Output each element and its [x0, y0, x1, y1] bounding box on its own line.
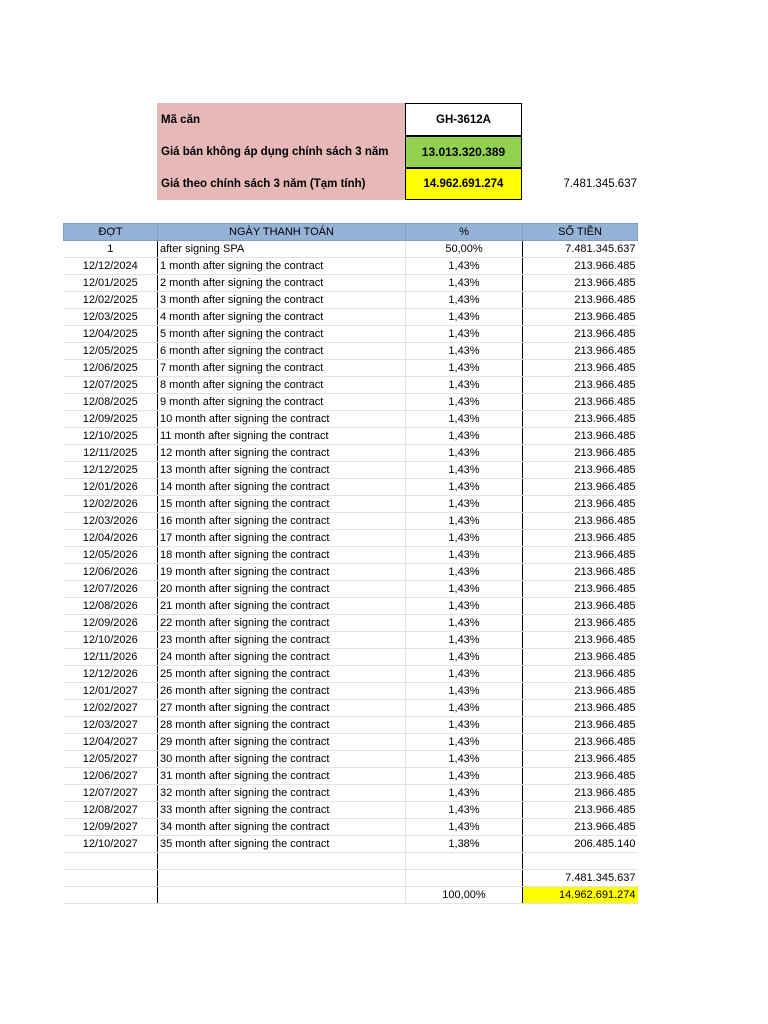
installment-cell[interactable]: 12/01/2026: [64, 479, 158, 496]
percent-cell[interactable]: 1,43%: [406, 666, 523, 683]
percent-cell[interactable]: 1,43%: [406, 717, 523, 734]
price-policy-label: Giá theo chính sách 3 năm (Tạm tính): [157, 168, 405, 200]
installment-cell[interactable]: 12/12/2024: [64, 258, 158, 275]
payment-date-cell[interactable]: 12 month after signing the contract: [158, 445, 406, 462]
payment-date-cell[interactable]: 1 month after signing the contract: [158, 258, 406, 275]
percent-cell[interactable]: 1,43%: [406, 309, 523, 326]
installment-cell[interactable]: 12/12/2025: [64, 462, 158, 479]
table-row: [64, 462, 638, 479]
subtotal-amount-cell[interactable]: 7.481.345.637: [523, 870, 638, 887]
percent-cell[interactable]: 1,43%: [406, 479, 523, 496]
installment-cell[interactable]: 12/11/2025: [64, 445, 158, 462]
table-row: [64, 496, 638, 513]
amount-cell[interactable]: 206.485.140: [523, 836, 638, 853]
payment-date-cell[interactable]: 25 month after signing the contract: [158, 666, 406, 683]
amount-cell[interactable]: 213.966.485: [523, 666, 638, 683]
table-row: [64, 751, 638, 768]
payment-date-cell[interactable]: 20 month after signing the contract: [158, 581, 406, 598]
column-header-installment[interactable]: ĐỢT: [64, 224, 158, 241]
amount-cell[interactable]: 213.966.485: [523, 683, 638, 700]
payment-date-cell[interactable]: 10 month after signing the contract: [158, 411, 406, 428]
table-row: [64, 292, 638, 309]
amount-cell[interactable]: 213.966.485: [523, 275, 638, 292]
percent-cell[interactable]: 1,43%: [406, 819, 523, 836]
price-no-policy-cell[interactable]: 13.013.320.389: [405, 136, 522, 168]
amount-cell[interactable]: 213.966.485: [523, 343, 638, 360]
amount-cell[interactable]: 213.966.485: [523, 581, 638, 598]
percent-cell[interactable]: 1,43%: [406, 258, 523, 275]
payment-date-cell[interactable]: 31 month after signing the contract: [158, 768, 406, 785]
amount-cell[interactable]: 213.966.485: [523, 445, 638, 462]
installment-cell[interactable]: 12/12/2026: [64, 666, 158, 683]
percent-cell[interactable]: 1,43%: [406, 547, 523, 564]
percent-cell[interactable]: 1,43%: [406, 462, 523, 479]
percent-cell[interactable]: 1,43%: [406, 377, 523, 394]
table-cell[interactable]: [158, 853, 406, 870]
installment-cell[interactable]: 12/05/2025: [64, 343, 158, 360]
installment-cell[interactable]: 12/09/2026: [64, 615, 158, 632]
table-row: [64, 649, 638, 666]
amount-cell[interactable]: 213.966.485: [523, 394, 638, 411]
percent-cell[interactable]: 1,43%: [406, 598, 523, 615]
installment-cell[interactable]: 12/10/2027: [64, 836, 158, 853]
payment-date-cell[interactable]: 9 month after signing the contract: [158, 394, 406, 411]
table-cell[interactable]: [64, 853, 158, 870]
column-header-amount[interactable]: SỐ TIỀN: [523, 224, 638, 241]
table-row: [64, 411, 638, 428]
installment-cell[interactable]: 12/01/2027: [64, 683, 158, 700]
payment-date-cell[interactable]: 29 month after signing the contract: [158, 734, 406, 751]
table-row: [64, 700, 638, 717]
percent-cell[interactable]: 1,43%: [406, 360, 523, 377]
installment-cell[interactable]: 12/10/2025: [64, 428, 158, 445]
installment-cell[interactable]: 12/06/2026: [64, 564, 158, 581]
table-row: [64, 802, 638, 819]
installment-cell[interactable]: 12/08/2025: [64, 394, 158, 411]
amount-cell[interactable]: 213.966.485: [523, 819, 638, 836]
payment-date-cell[interactable]: 7 month after signing the contract: [158, 360, 406, 377]
payment-date-cell[interactable]: 2 month after signing the contract: [158, 275, 406, 292]
table-row: [64, 785, 638, 802]
table-cell[interactable]: [406, 853, 523, 870]
installment-cell[interactable]: 12/07/2027: [64, 785, 158, 802]
installment-cell[interactable]: 12/02/2025: [64, 292, 158, 309]
payment-date-cell[interactable]: 8 month after signing the contract: [158, 377, 406, 394]
table-row: [64, 394, 638, 411]
table-row-subtotal: [64, 870, 638, 887]
amount-cell[interactable]: 213.966.485: [523, 411, 638, 428]
payment-schedule-table: [63, 223, 638, 904]
amount-cell[interactable]: 213.966.485: [523, 513, 638, 530]
price-policy-cell[interactable]: 14.962.691.274: [405, 168, 522, 200]
percent-cell[interactable]: 50,00%: [406, 241, 523, 258]
payment-date-cell[interactable]: after signing SPA: [158, 241, 406, 258]
unit-code-label: Mã căn: [157, 103, 405, 136]
payment-date-cell[interactable]: 26 month after signing the contract: [158, 683, 406, 700]
amount-cell[interactable]: 213.966.485: [523, 615, 638, 632]
installment-cell[interactable]: 12/09/2025: [64, 411, 158, 428]
payment-date-cell[interactable]: 17 month after signing the contract: [158, 530, 406, 547]
percent-cell[interactable]: 1,43%: [406, 411, 523, 428]
percent-cell[interactable]: 1,43%: [406, 734, 523, 751]
table-cell[interactable]: [406, 870, 523, 887]
payment-date-cell[interactable]: 18 month after signing the contract: [158, 547, 406, 564]
amount-cell[interactable]: 213.966.485: [523, 479, 638, 496]
amount-cell[interactable]: 213.966.485: [523, 530, 638, 547]
table-row: [64, 768, 638, 785]
payment-date-cell[interactable]: 34 month after signing the contract: [158, 819, 406, 836]
payment-date-cell[interactable]: 3 month after signing the contract: [158, 292, 406, 309]
installment-cell[interactable]: 12/05/2026: [64, 547, 158, 564]
amount-cell[interactable]: 213.966.485: [523, 734, 638, 751]
installment-cell[interactable]: 12/08/2026: [64, 598, 158, 615]
table-row: [64, 734, 638, 751]
table-cell[interactable]: [64, 870, 158, 887]
percent-cell[interactable]: 1,43%: [406, 615, 523, 632]
installment-cell[interactable]: 12/09/2027: [64, 819, 158, 836]
percent-cell[interactable]: 1,43%: [406, 649, 523, 666]
amount-cell[interactable]: 213.966.485: [523, 700, 638, 717]
table-row: [64, 683, 638, 700]
installment-cell[interactable]: 12/06/2025: [64, 360, 158, 377]
table-cell[interactable]: [158, 870, 406, 887]
amount-cell[interactable]: 213.966.485: [523, 717, 638, 734]
table-row: [64, 258, 638, 275]
percent-cell[interactable]: 1,43%: [406, 428, 523, 445]
percent-cell[interactable]: 1,43%: [406, 496, 523, 513]
table-body: [64, 241, 638, 853]
amount-cell[interactable]: 213.966.485: [523, 377, 638, 394]
table-row: [64, 632, 638, 649]
amount-cell[interactable]: 213.966.485: [523, 802, 638, 819]
payment-date-cell[interactable]: 19 month after signing the contract: [158, 564, 406, 581]
price-no-policy-label: Giá bán không áp dụng chính sách 3 năm: [157, 136, 405, 168]
percent-cell[interactable]: 1,43%: [406, 785, 523, 802]
amount-cell[interactable]: 7.481.345.637: [523, 241, 638, 258]
payment-date-cell[interactable]: 28 month after signing the contract: [158, 717, 406, 734]
installment-cell[interactable]: 12/05/2027: [64, 751, 158, 768]
percent-cell[interactable]: 1,43%: [406, 326, 523, 343]
amount-cell[interactable]: 213.966.485: [523, 360, 638, 377]
amount-cell[interactable]: 213.966.485: [523, 785, 638, 802]
payment-date-cell[interactable]: 22 month after signing the contract: [158, 615, 406, 632]
percent-cell[interactable]: 1,43%: [406, 275, 523, 292]
installment-cell[interactable]: 12/06/2027: [64, 768, 158, 785]
total-percent-cell[interactable]: 100,00%: [406, 887, 523, 904]
percent-cell[interactable]: 1,43%: [406, 394, 523, 411]
payment-date-cell[interactable]: 24 month after signing the contract: [158, 649, 406, 666]
amount-cell[interactable]: 213.966.485: [523, 751, 638, 768]
payment-date-cell[interactable]: 4 month after signing the contract: [158, 309, 406, 326]
amount-cell[interactable]: 213.966.485: [523, 598, 638, 615]
percent-cell[interactable]: 1,43%: [406, 513, 523, 530]
percent-cell[interactable]: 1,43%: [406, 564, 523, 581]
installment-cell[interactable]: 12/03/2027: [64, 717, 158, 734]
percent-cell[interactable]: 1,43%: [406, 343, 523, 360]
column-header-percent[interactable]: %: [406, 224, 523, 241]
payment-date-cell[interactable]: 14 month after signing the contract: [158, 479, 406, 496]
amount-cell[interactable]: 213.966.485: [523, 326, 638, 343]
payment-date-cell[interactable]: 35 month after signing the contract: [158, 836, 406, 853]
payment-date-cell[interactable]: 6 month after signing the contract: [158, 343, 406, 360]
percent-cell[interactable]: 1,43%: [406, 530, 523, 547]
payment-date-cell[interactable]: 30 month after signing the contract: [158, 751, 406, 768]
percent-cell[interactable]: 1,38%: [406, 836, 523, 853]
amount-cell[interactable]: 213.966.485: [523, 496, 638, 513]
table-row: [64, 479, 638, 496]
installment-cell[interactable]: 12/04/2026: [64, 530, 158, 547]
percent-cell[interactable]: 1,43%: [406, 700, 523, 717]
table-row: [64, 326, 638, 343]
percent-cell[interactable]: 1,43%: [406, 802, 523, 819]
table-row: [64, 530, 638, 547]
installment-cell[interactable]: 12/03/2025: [64, 309, 158, 326]
payment-date-cell[interactable]: 27 month after signing the contract: [158, 700, 406, 717]
installment-cell[interactable]: 12/02/2026: [64, 496, 158, 513]
payment-date-cell[interactable]: 15 month after signing the contract: [158, 496, 406, 513]
table-row: [64, 564, 638, 581]
summary-block: [0, 0, 768, 210]
amount-cell[interactable]: 213.966.485: [523, 768, 638, 785]
amount-cell[interactable]: 213.966.485: [523, 564, 638, 581]
installment-cell[interactable]: 12/11/2026: [64, 649, 158, 666]
installment-cell[interactable]: 12/04/2025: [64, 326, 158, 343]
installment-cell[interactable]: 12/01/2025: [64, 275, 158, 292]
amount-cell[interactable]: 213.966.485: [523, 462, 638, 479]
installment-cell[interactable]: 12/08/2027: [64, 802, 158, 819]
table-row: [64, 581, 638, 598]
installment-cell[interactable]: 1: [64, 241, 158, 258]
table-row: [64, 445, 638, 462]
table-row: [64, 547, 638, 564]
installment-cell[interactable]: 12/04/2027: [64, 734, 158, 751]
table-cell[interactable]: [64, 887, 158, 904]
table-row: [64, 513, 638, 530]
table-row: [64, 598, 638, 615]
column-header-payment-date[interactable]: NGÀY THANH TOÁN: [158, 224, 406, 241]
table-header-row: [64, 224, 638, 241]
table-row: [64, 343, 638, 360]
amount-cell[interactable]: 213.966.485: [523, 428, 638, 445]
amount-cell[interactable]: 213.966.485: [523, 258, 638, 275]
table-row: [64, 309, 638, 326]
percent-cell[interactable]: 1,43%: [406, 445, 523, 462]
percent-cell[interactable]: 1,43%: [406, 581, 523, 598]
table-row: [64, 428, 638, 445]
table-row: [64, 615, 638, 632]
payment-date-cell[interactable]: 11 month after signing the contract: [158, 428, 406, 445]
percent-cell[interactable]: 1,43%: [406, 632, 523, 649]
table-row-blank: [64, 853, 638, 870]
amount-cell[interactable]: 213.966.485: [523, 649, 638, 666]
price-policy-half-cell[interactable]: 7.481.345.637: [563, 178, 637, 190]
amount-cell[interactable]: 213.966.485: [523, 309, 638, 326]
percent-cell[interactable]: 1,43%: [406, 683, 523, 700]
payment-date-cell[interactable]: 16 month after signing the contract: [158, 513, 406, 530]
table-row: [64, 360, 638, 377]
total-amount-cell[interactable]: 14.962.691.274: [523, 887, 638, 904]
payment-date-cell[interactable]: 21 month after signing the contract: [158, 598, 406, 615]
percent-cell[interactable]: 1,43%: [406, 751, 523, 768]
table-row: [64, 377, 638, 394]
table-row: [64, 717, 638, 734]
table-row: [64, 666, 638, 683]
installment-cell[interactable]: 12/07/2026: [64, 581, 158, 598]
unit-code-cell[interactable]: GH-3612A: [405, 103, 522, 136]
amount-cell[interactable]: 213.966.485: [523, 292, 638, 309]
table-row: [64, 836, 638, 853]
installment-cell[interactable]: 12/07/2025: [64, 377, 158, 394]
amount-cell[interactable]: 213.966.485: [523, 632, 638, 649]
payment-date-cell[interactable]: 32 month after signing the contract: [158, 785, 406, 802]
payment-date-cell[interactable]: 33 month after signing the contract: [158, 802, 406, 819]
payment-date-cell[interactable]: 5 month after signing the contract: [158, 326, 406, 343]
percent-cell[interactable]: 1,43%: [406, 768, 523, 785]
installment-cell[interactable]: 12/03/2026: [64, 513, 158, 530]
table-row: [64, 241, 638, 258]
percent-cell[interactable]: 1,43%: [406, 292, 523, 309]
table-row-total: [64, 887, 638, 904]
installment-cell[interactable]: 12/02/2027: [64, 700, 158, 717]
payment-date-cell[interactable]: 23 month after signing the contract: [158, 632, 406, 649]
table-row: [64, 275, 638, 292]
amount-cell[interactable]: 213.966.485: [523, 547, 638, 564]
installment-cell[interactable]: 12/10/2026: [64, 632, 158, 649]
table-row: [64, 819, 638, 836]
table-cell[interactable]: [158, 887, 406, 904]
table-cell[interactable]: [523, 853, 638, 870]
payment-date-cell[interactable]: 13 month after signing the contract: [158, 462, 406, 479]
